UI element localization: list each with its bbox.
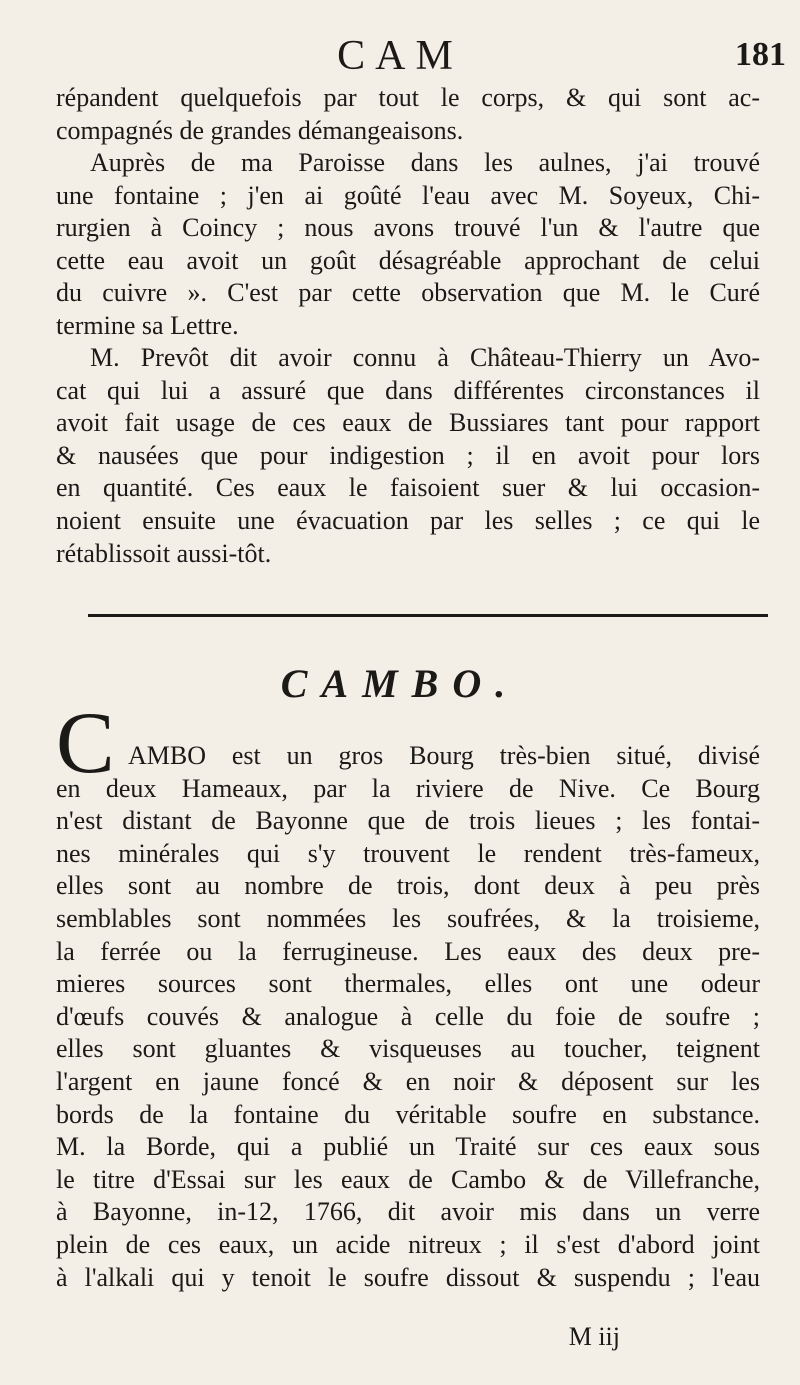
text-line: nes minérales qui s'y trouvent le rendent très-fameux, [56, 838, 760, 868]
text-line: d'œufs couvés & analogue à celle du foie de soufre ; [56, 1001, 760, 1031]
text-line: cat qui lui a assuré que dans différentes circonstances il [56, 375, 760, 405]
text-line: elles sont au nombre de trois, dont deux à peu près [56, 871, 760, 901]
text-line: elles sont gluantes & visqueuses au toucher, teignent [56, 1034, 760, 1064]
section-title: CAMBO. [280, 661, 520, 706]
signature-mark: M iij [568, 1322, 620, 1351]
text-line: & nausées que pour indigestion ; il en avoit pour lors [56, 440, 760, 470]
text-line: plein de ces eaux, un acide nitreux ; il s'est d'abord joint [56, 1229, 760, 1259]
running-head: CAM [337, 33, 463, 79]
text-line: du cuivre ». C'est par cette observation que M. le Curé [56, 278, 760, 308]
paragraph-fontaine [56, 147, 760, 343]
text-line: bords de la fontaine du véritable soufre en substance. [56, 1099, 760, 1129]
text-line: mieres sources sont thermales, elles ont une odeur [56, 969, 760, 999]
paragraph-prevot [56, 342, 760, 570]
text-line: noient ensuite une évacuation par les selles ; ce qui le [56, 505, 760, 535]
paragraph-continuation [56, 82, 760, 147]
text-line: répandent quelquefois par tout le corps, & qui sont ac- [56, 83, 760, 112]
text-line: la ferrée ou la ferrugineuse. Les eaux des deux pre- [56, 936, 760, 966]
text-line: M. la Borde, qui a publié un Traité sur ces eaux sous [56, 1132, 760, 1162]
text-line: n'est distant de Bayonne que de trois lieues ; les fontai- [56, 806, 760, 836]
text-line: en deux Hameaux, par la riviere de Nive. Ce Bourg [56, 773, 760, 803]
text-line: à l'alkali qui y tenoit le soufre dissout & suspendu ; l'eau [56, 1262, 760, 1292]
paragraph-cambo [56, 740, 760, 1294]
text-line: compagnés de grandes démangeaisons. [56, 115, 464, 145]
text-line: semblables sont nommées les soufrées, & la troisieme, [56, 903, 760, 933]
page-number: 181 [735, 36, 786, 73]
page-header [0, 32, 800, 82]
text-line: cette eau avoit un goût désagréable approchant de celui [56, 245, 760, 275]
text-line: rurgien à Coincy ; nous avons trouvé l'un & l'autre que [56, 213, 760, 243]
text-line: Auprès de ma Paroisse dans les aulnes, j'ai trouvé [90, 148, 760, 177]
text-line: à Bayonne, in-12, 1766, dit avoir mis dans un verre [56, 1197, 760, 1227]
drop-cap: C [56, 695, 115, 792]
text-line: une fontaine ; j'en ai goûté l'eau avec M. Soyeux, Chi- [56, 180, 760, 210]
text-line: AMBO est un gros Bourg très-bien situé, divisé [128, 741, 760, 770]
text-line: le titre d'Essai sur les eaux de Cambo & de Villefranche, [56, 1164, 760, 1194]
text-line: termine sa Lettre. [56, 310, 239, 340]
text-line: l'argent en jaune foncé & en noir & déposent sur les [56, 1066, 760, 1096]
text-line: rétablissoit aussi-tôt. [56, 538, 272, 568]
text-line: M. Prevôt dit avoir connu à Château-Thierry un Avo- [90, 343, 760, 372]
text-line: avoit fait usage de ces eaux de Bussiares tant pour rapport [56, 408, 760, 438]
text-line: en quantité. Ces eaux le faisoient suer & lui occasion- [56, 473, 760, 503]
section-divider [88, 614, 768, 617]
